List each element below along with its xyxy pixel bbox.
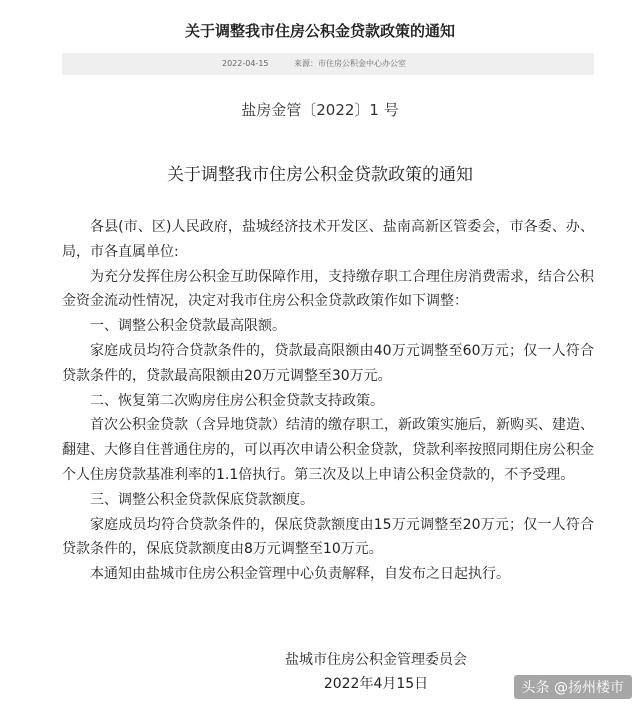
document-body xyxy=(62,215,594,587)
paragraph-addressee: 各县(市、区)人民政府，盐城经济技术开发区、盐南高新区管委会，市各委、办、局，市各直属单位: xyxy=(62,219,594,260)
page-title: 关于调整我市住房公积金贷款政策的通知 xyxy=(184,22,455,40)
section-heading-2: 二、恢复第二次购房住房公积金贷款支持政策。 xyxy=(90,392,384,409)
document-number: 盐房金管〔2022〕1 号 xyxy=(241,101,399,119)
meta-bar xyxy=(62,53,594,75)
publish-date: 2022-04-15 xyxy=(222,59,269,68)
section-heading-3: 三、调整公积金贷款保底贷款额度。 xyxy=(90,491,314,508)
section-heading-1: 一、调整公积金贷款最高限额。 xyxy=(90,318,286,335)
document-title: 关于调整我市住房公积金贷款政策的通知 xyxy=(167,165,473,185)
signature-org: 盐城市住房公积金管理委员会 xyxy=(285,652,467,668)
publish-source: 来源：市住房公积金中心办公室 xyxy=(294,59,406,68)
paragraph-section-3: 家庭成员均符合贷款条件的，保底贷款额度由15万元调整至20万元；仅一人符合贷款条件的，保底贷款额度由8万元调整至10万元。 xyxy=(62,516,594,558)
watermark: 头条 @扬州楼市 xyxy=(514,675,632,699)
signature-date: 2022年4月15日 xyxy=(323,676,429,692)
paragraph-section-1: 家庭成员均符合贷款条件的，贷款最高限额由40万元调整至60万元；仅一人符合贷款条件的，贷款最高限额由20万元调整至30万元。 xyxy=(62,342,594,384)
paragraph-intro: 为充分发挥住房公积金互助保障作用，支持缴存职工合理住房消费需求，结合公积金资金流动性情况，决定对我市住房公积金贷款政策作如下调整： xyxy=(62,268,594,310)
paragraph-closing: 本通知由盐城市住房公积金管理中心负责解释，自发布之日起执行。 xyxy=(90,566,510,583)
paragraph-section-2: 首次公积金贷款（含异地贷款）结清的缴存职工，新政策实施后，新购买、建造、翻建、大修自住普通住房的，可以再次申请公积金贷款，贷款利率按照同期住房公积金个人住房贷款基准利率的1.1倍执行。第三次及以上申请公积金贷款的，不予受理。 xyxy=(62,417,594,483)
